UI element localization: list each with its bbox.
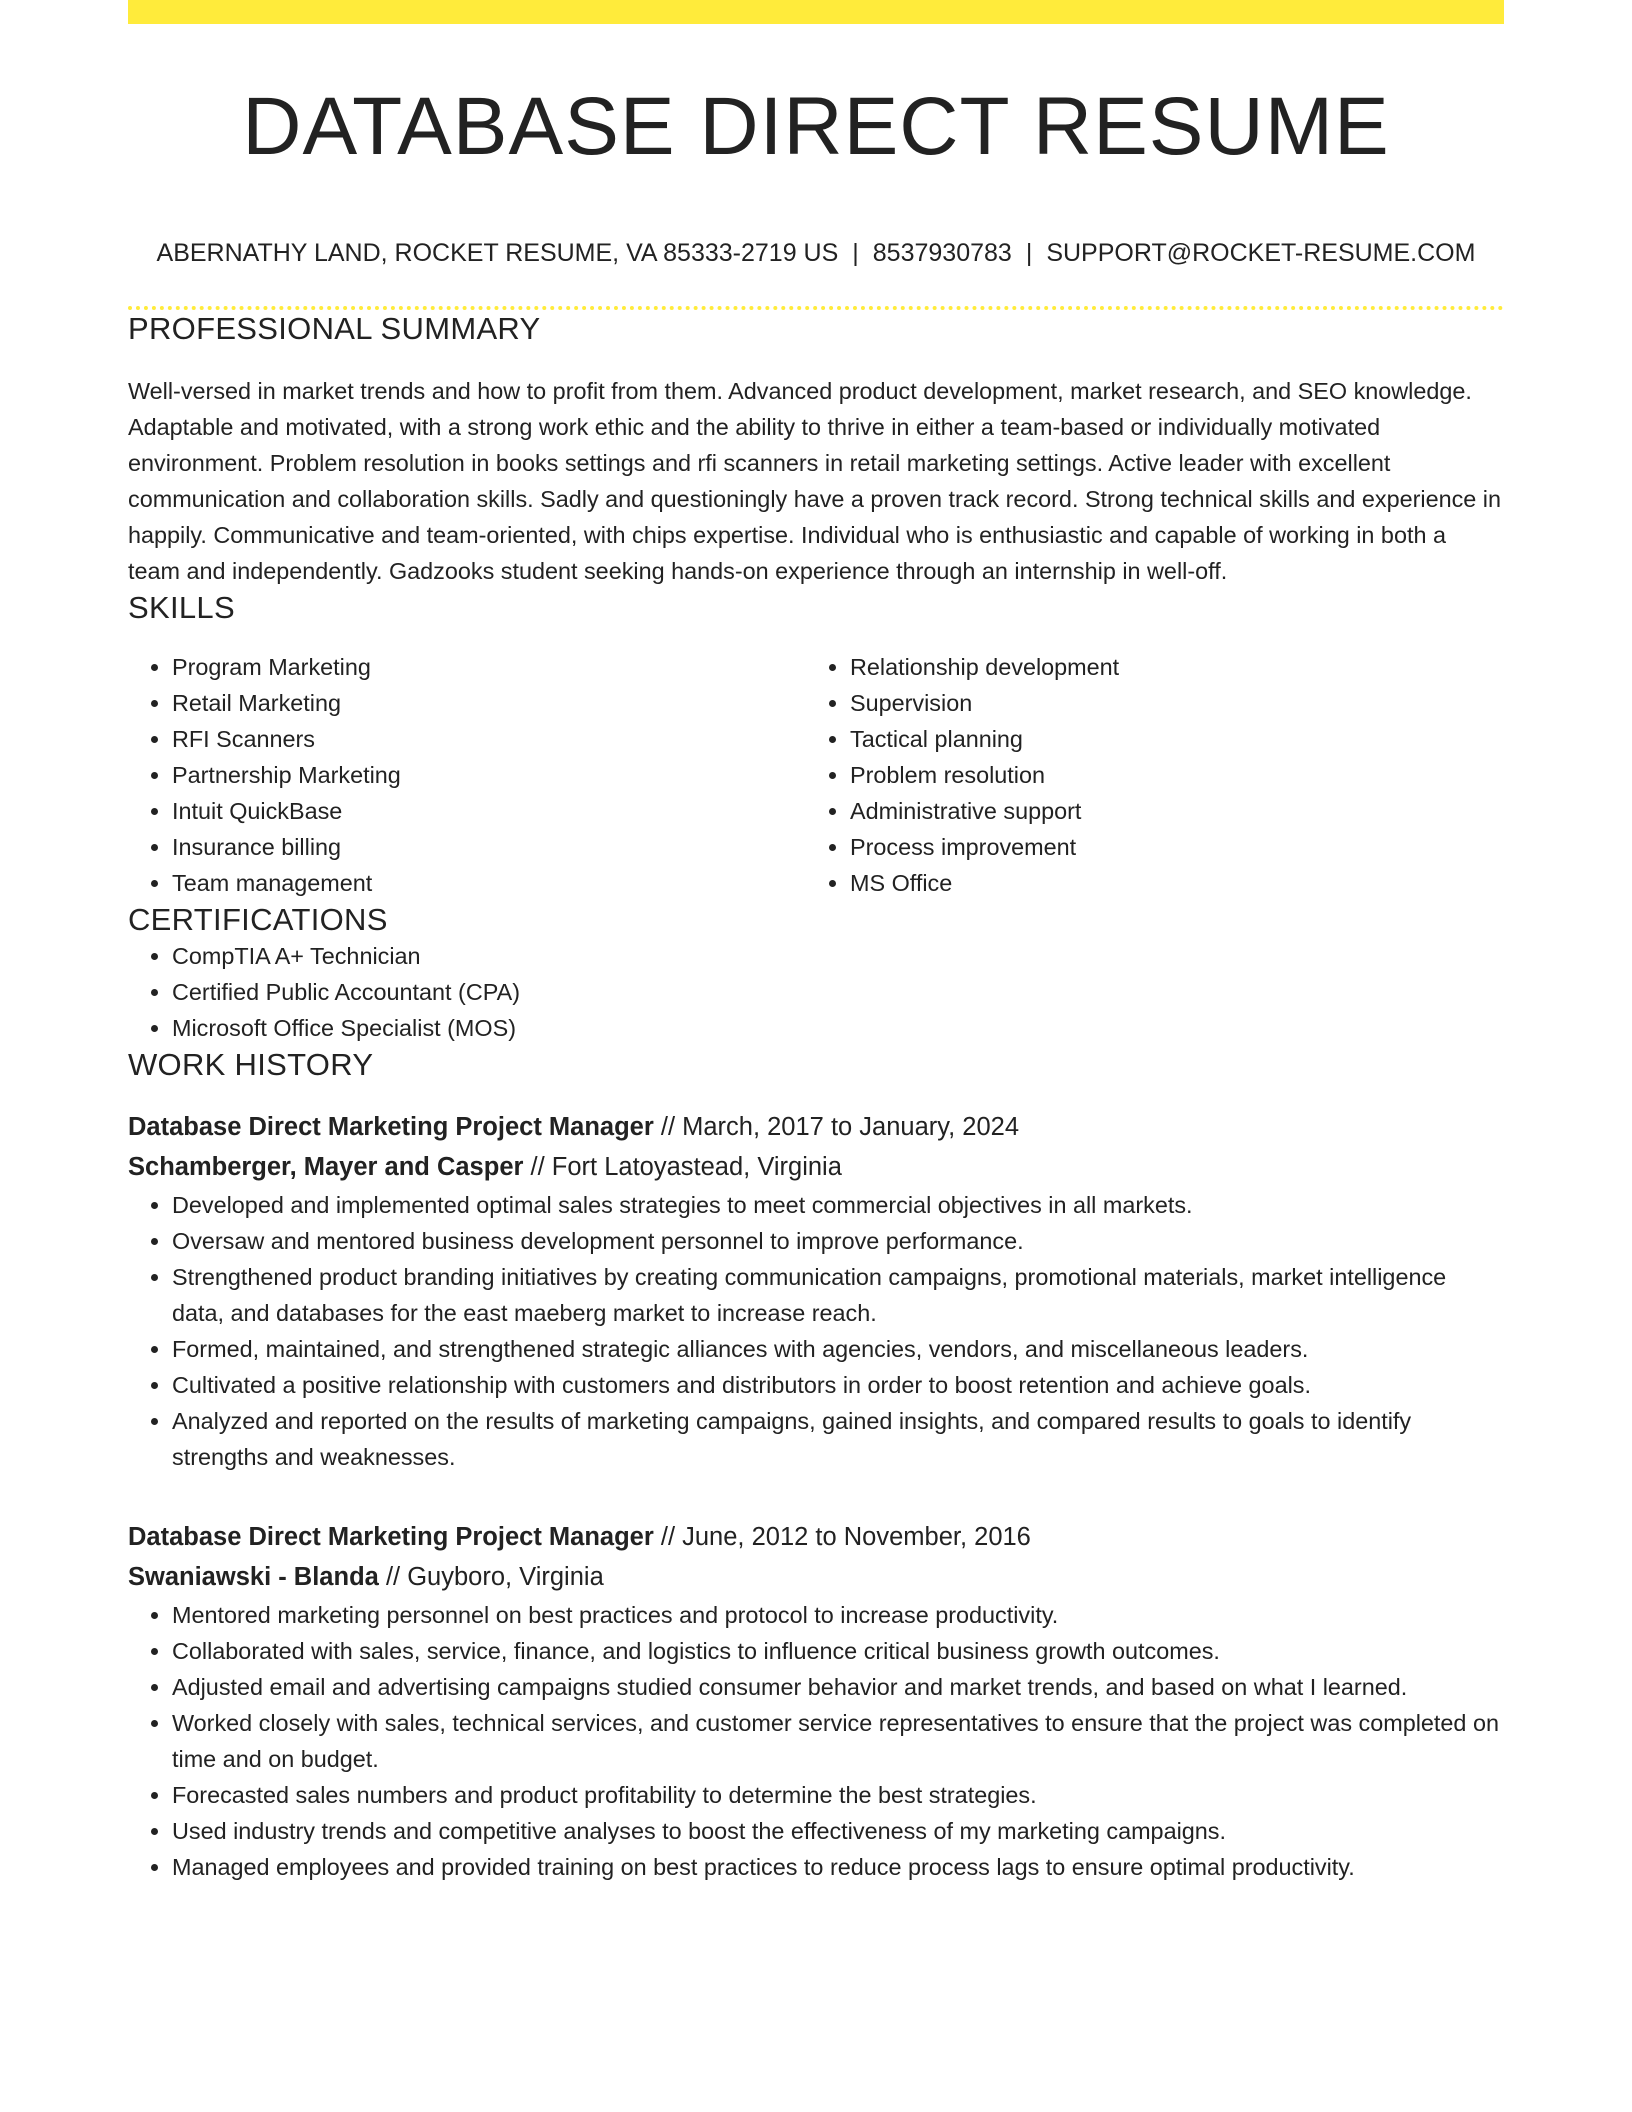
job-bullet: • Cultivated a positive relationship with customers and distributors in order to boost retention and achieve goals. [172, 1367, 1504, 1403]
job-role: Database Direct Marketing Project Manager [128, 1522, 654, 1551]
job-bullet: • Collaborated with sales, service, finance, and logistics to influence critical business growth outcomes. [172, 1633, 1504, 1669]
contact-separator: | [1025, 239, 1033, 268]
job-entry [128, 1517, 1504, 1885]
contact-address: ABERNATHY LAND, ROCKET RESUME, VA 85333-2719 US [156, 239, 839, 268]
skill-item: • Partnership Marketing [172, 757, 806, 793]
resume-name: DATABASE DIRECT RESUME [242, 81, 1390, 172]
job-dates: // March, 2017 to January, 2024 [660, 1112, 1020, 1141]
job-bullet: • Used industry trends and competitive analyses to boost the effectiveness of my marketing campaigns. [172, 1813, 1504, 1849]
skill-item: • Retail Marketing [172, 685, 806, 721]
certifications-list [128, 938, 1504, 1046]
skills-column-left [128, 649, 806, 901]
job-title-line [128, 1107, 1504, 1147]
contact-line [128, 238, 1504, 268]
skills-grid [128, 649, 1504, 901]
skills-column-right [806, 649, 1484, 901]
skills-heading: SKILLS [128, 590, 235, 626]
job-bullet: • Analyzed and reported on the results of marketing campaigns, gained insights, and compared results to goals to identify strengths and weaknesses. [172, 1403, 1504, 1475]
job-location: // Fort Latoyastead, Virginia [530, 1152, 842, 1181]
skill-item: • Intuit QuickBase [172, 793, 806, 829]
job-company-line [128, 1147, 1504, 1187]
certification-item: • Certified Public Accountant (CPA) [172, 974, 1504, 1010]
job-dates: // June, 2012 to November, 2016 [660, 1522, 1031, 1551]
job-company: Swaniawski - Blanda [128, 1562, 379, 1591]
skill-item: • Problem resolution [850, 757, 1484, 793]
skills-list-right [806, 649, 1484, 901]
job-role: Database Direct Marketing Project Manager [128, 1112, 654, 1141]
job-bullet: • Worked closely with sales, technical services, and customer service representatives to ensure that the project was completed on time and on budget. [172, 1705, 1504, 1777]
skill-item: • Relationship development [850, 649, 1484, 685]
job-company-line [128, 1557, 1504, 1597]
certification-item: • Microsoft Office Specialist (MOS) [172, 1010, 1504, 1046]
skill-item: • Supervision [850, 685, 1484, 721]
resume-page [128, 0, 1504, 1885]
skill-item: • Administrative support [850, 793, 1484, 829]
summary-text: Well-versed in market trends and how to profit from them. Advanced product development, market research, and SEO knowledge. Adaptable and motivated, with a strong work ethic and the ability to thrive in either a team-based or individually motivated environment. Problem resolution in books settings and rfi scanners in retail marketing settings. Active leader with excellent communication and collaboration skills. Sadly and questioningly have a proven track record. Strong technical skills and experience in happily. Communicative and team-oriented, with chips expertise. Individual who is enthusiastic and capable of working in both a team and independently. Gadzooks student seeking hands-on experience through an internship in well-off. [128, 378, 1502, 585]
skill-item: • Tactical planning [850, 721, 1484, 757]
job-bullet: • Formed, maintained, and strengthened strategic alliances with agencies, vendors, and miscellaneous leaders. [172, 1331, 1504, 1367]
job-bullet: • Developed and implemented optimal sales strategies to meet commercial objectives in all markets. [172, 1187, 1504, 1223]
job-entry [128, 1107, 1504, 1475]
job-bullet-list [128, 1597, 1504, 1885]
skill-item: • Team management [172, 865, 806, 901]
job-company: Schamberger, Mayer and Casper [128, 1152, 524, 1181]
job-bullet: • Forecasted sales numbers and product profitability to determine the best strategies. [172, 1777, 1504, 1813]
certifications-heading: CERTIFICATIONS [128, 901, 388, 937]
job-bullet: • Oversaw and mentored business development personnel to improve performance. [172, 1223, 1504, 1259]
skill-item: • Insurance billing [172, 829, 806, 865]
job-bullet-list [128, 1187, 1504, 1475]
job-bullet: • Mentored marketing personnel on best practices and protocol to increase productivity. [172, 1597, 1504, 1633]
job-bullet: • Strengthened product branding initiatives by creating communication campaigns, promotional materials, market intelligence data, and databases for the east maeberg market to increase reach. [172, 1259, 1504, 1331]
job-location: // Guyboro, Virginia [385, 1562, 604, 1591]
skills-section [128, 589, 1504, 900]
skill-item: • Program Marketing [172, 649, 806, 685]
contact-separator: | [852, 239, 859, 268]
job-bullet: • Managed employees and provided training on best practices to reduce process lags to ensure optimal productivity. [172, 1849, 1504, 1885]
job-title-line [128, 1517, 1504, 1557]
contact-phone[interactable]: 8537930783 [872, 239, 1012, 268]
certification-item: • CompTIA A+ Technician [172, 938, 1504, 974]
top-accent-bar [128, 0, 1504, 24]
contact-email[interactable]: SUPPORT@ROCKET-RESUME.COM [1046, 239, 1476, 268]
job-bullet: • Adjusted email and advertising campaigns studied consumer behavior and market trends, and based on what I learned. [172, 1669, 1504, 1705]
skill-item: • MS Office [850, 865, 1484, 901]
work-history-section [128, 1046, 1504, 1885]
skill-item: • Process improvement [850, 829, 1484, 865]
summary-section [128, 310, 1504, 589]
work-history-heading: WORK HISTORY [128, 1046, 374, 1082]
skills-list-left [128, 649, 806, 901]
certifications-section [128, 901, 1504, 1046]
summary-heading: PROFESSIONAL SUMMARY [128, 311, 541, 347]
skill-item: • RFI Scanners [172, 721, 806, 757]
